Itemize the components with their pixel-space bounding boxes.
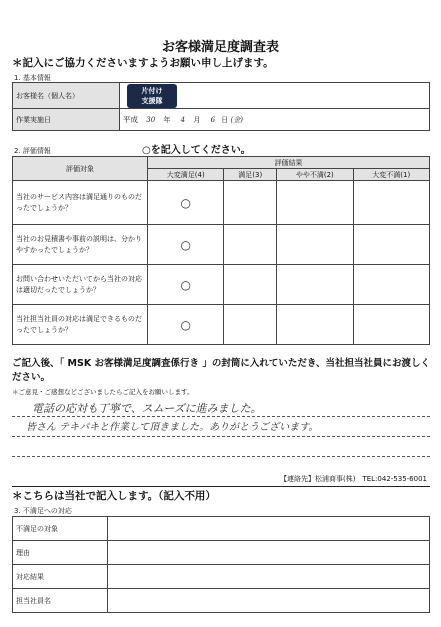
comment-box[interactable]	[12, 396, 430, 470]
rating-cell[interactable]	[277, 181, 353, 225]
evaluation-instruction: ○を記入してください。	[142, 145, 251, 156]
rating-cell[interactable]	[148, 181, 224, 225]
contact-info: 【連絡先】松浦商事(株) TEL:042-535-6001	[279, 475, 427, 483]
lead-text: ＊記入にご協力くださいますようお願い申し上げます。	[12, 57, 274, 69]
date-era: 平成	[123, 115, 138, 124]
section-office-label: 3. 不満足への対応	[14, 507, 72, 515]
comment-line: 電話の応対も丁寧で、スムーズに進みました。	[32, 402, 262, 415]
comment-rule	[12, 456, 430, 457]
office-row-label: 対応結果	[13, 565, 108, 589]
submission-instructions: ご記入後、「 MSK お客様満足度調査係行き 」の封筒に入れていただき、当社担当社員にお渡しください。	[12, 358, 430, 383]
work-date-field[interactable]	[120, 109, 430, 131]
rating-cell[interactable]	[353, 265, 429, 305]
date-weekday: (金)	[230, 116, 243, 124]
question-text: お問い合わせいただいてから当社の対応は適切だったでしょうか？	[13, 265, 148, 305]
table-row	[13, 305, 430, 345]
date-year: 30	[146, 116, 156, 124]
office-field[interactable]	[108, 541, 430, 565]
section-evaluation-label: 2. 評価情報	[14, 147, 51, 155]
office-heading: ＊こちらは当社で記入します。（記入不用）	[12, 490, 216, 502]
rating-cell[interactable]	[277, 305, 353, 345]
office-row-label: 不満足の対象	[13, 517, 108, 541]
rating-cell[interactable]	[224, 265, 277, 305]
table-row	[13, 225, 430, 265]
rating-cell[interactable]	[224, 305, 277, 345]
section-basic-label: 1. 基本情報	[14, 74, 51, 82]
office-row-label: 理由	[13, 541, 108, 565]
level-header: やや不満(2)	[277, 169, 353, 181]
rating-cell[interactable]	[148, 225, 224, 265]
office-field[interactable]	[108, 589, 430, 613]
rating-cell[interactable]	[353, 305, 429, 345]
rating-cell[interactable]	[148, 265, 224, 305]
level-header: 大変不満(1)	[353, 169, 429, 181]
evaluation-table	[12, 156, 430, 345]
company-logo: 片付け 支援隊	[127, 84, 177, 108]
date-day-unit: 日	[221, 116, 229, 124]
divider	[12, 486, 430, 487]
level-header: 大変満足(4)	[148, 169, 224, 181]
rating-cell[interactable]	[224, 181, 277, 225]
office-field[interactable]	[108, 517, 430, 541]
rating-cell[interactable]	[277, 265, 353, 305]
date-month: 4	[180, 116, 186, 124]
office-table	[12, 516, 430, 613]
basic-info-table	[12, 82, 430, 131]
comment-line: 皆さん テキパキと作業して頂きました。ありがとうございます。	[26, 422, 319, 433]
comment-rule	[12, 416, 430, 417]
date-year-unit: 年	[163, 116, 171, 124]
rating-cell[interactable]	[353, 225, 429, 265]
rating-cell[interactable]	[148, 305, 224, 345]
col-result-header: 評価結果	[148, 157, 430, 169]
table-row	[13, 265, 430, 305]
rating-cell[interactable]	[353, 181, 429, 225]
level-header: 満足(3)	[224, 169, 277, 181]
rating-mark: ○	[180, 237, 191, 252]
customer-name-label: お客様名（個人名）	[13, 83, 120, 109]
rating-cell[interactable]	[224, 225, 277, 265]
table-row	[13, 181, 430, 225]
office-row-label: 担当社員名	[13, 589, 108, 613]
rating-mark: ○	[180, 277, 191, 292]
date-day: 6	[210, 116, 216, 124]
col-target-header: 評価対象	[13, 157, 148, 181]
rating-mark: ○	[180, 195, 191, 210]
office-field[interactable]	[108, 565, 430, 589]
work-date-label: 作業実施日	[13, 109, 120, 131]
date-month-unit: 月	[193, 116, 201, 124]
comment-rule	[12, 436, 430, 437]
question-text: 当社のサービス内容は満足通りのものだったでしょうか？	[13, 181, 148, 225]
rating-mark: ○	[180, 317, 191, 332]
comment-note: ＊ご意見・ご感想などございましたらご記入をお願いします。	[12, 388, 194, 396]
question-text: 当社担当社員の対応は満足できるものだったでしょうか？	[13, 305, 148, 345]
question-text: 当社のお見積書や事前の説明は、分かりやすかったでしょうか？	[13, 225, 148, 265]
form-title: お客様満足度調査表	[161, 40, 279, 55]
rating-cell[interactable]	[277, 225, 353, 265]
